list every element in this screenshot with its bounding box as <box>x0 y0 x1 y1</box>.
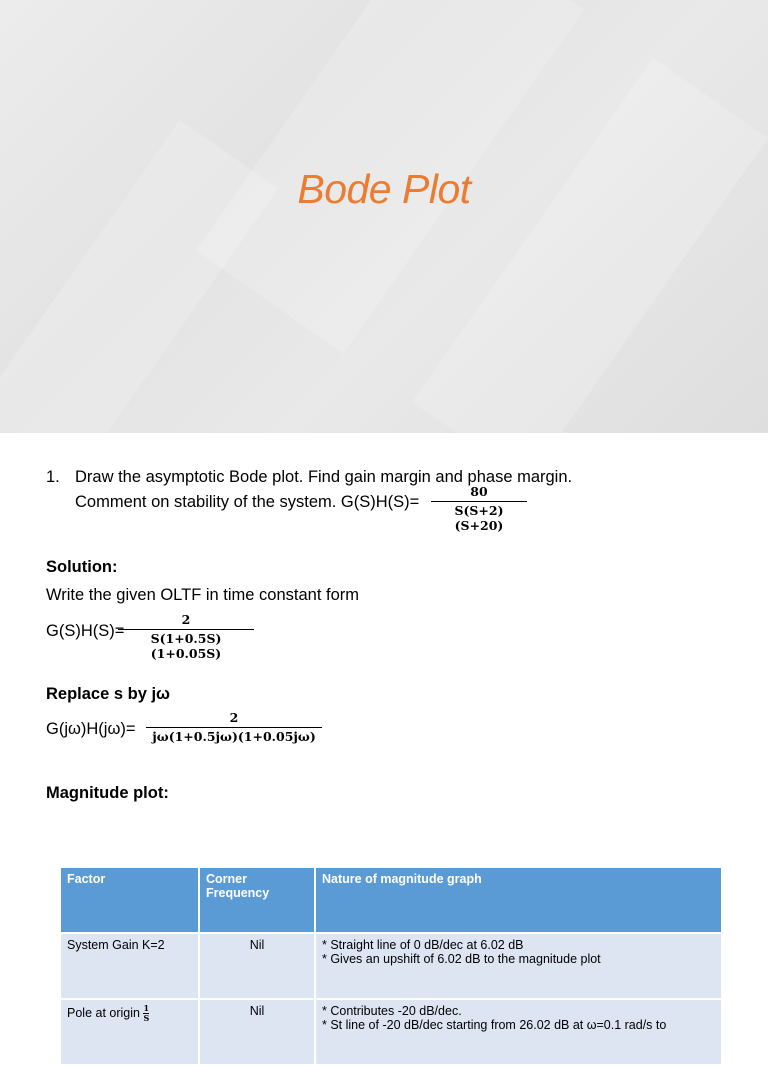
eq1-numerator: 2 <box>181 612 191 627</box>
nature-line: * Gives an upshift of 6.02 dB to the magnitude plot <box>322 952 601 966</box>
fraction-bar <box>118 629 254 630</box>
factor-frac-den: S <box>143 1013 150 1023</box>
question-line1: Draw the asymptotic Bode plot. Find gain margin and phase margin. <box>75 468 573 486</box>
factor-fraction <box>143 1004 149 1023</box>
page-title: Bode Plot <box>297 166 471 212</box>
column-header-corner-frequency: Corner Frequency <box>199 867 315 933</box>
solution-line1: Write the given OLTF in time constant form <box>46 586 360 604</box>
question-number: 1. <box>46 468 60 486</box>
column-header-nature: Nature of magnitude graph <box>315 867 722 933</box>
eq2-numerator: 2 <box>229 710 239 725</box>
question-line2: Comment on stability of the system. G(S)H(S)= <box>75 493 420 511</box>
column-header-factor: Factor <box>60 867 199 933</box>
factor-label: Pole at origin <box>67 1005 140 1020</box>
equation1-prefix: G(S)H(S)= <box>46 622 125 640</box>
fraction-bar <box>431 501 527 502</box>
magnitude-plot-heading: Magnitude plot: <box>46 784 169 802</box>
equation2-fraction <box>146 710 322 744</box>
eq1-denominator: S(1+0.5S)(1+0.05S) <box>150 631 222 661</box>
fraction-bar <box>146 727 322 728</box>
title-banner <box>0 0 768 433</box>
equation1-fraction <box>118 612 254 661</box>
question-transfer-function <box>431 484 527 533</box>
corner-cell: Nil <box>199 999 315 1065</box>
nature-line: * Straight line of 0 dB/dec at 6.02 dB <box>322 938 524 952</box>
factor-frac-num: 1 <box>143 1003 150 1013</box>
tf-denominator: S(S+2)(S+20) <box>454 503 504 533</box>
solution-heading: Solution: <box>46 558 118 576</box>
corner-cell: Nil <box>199 933 315 999</box>
replace-heading: Replace s by jω <box>46 685 170 703</box>
factors-table <box>59 866 723 1066</box>
table-row <box>60 933 722 999</box>
nature-line: * St line of -20 dB/dec starting from 26.02 dB at ω=0.1 rad/s to <box>322 1018 667 1032</box>
tf-numerator: 80 <box>470 484 488 499</box>
table-row <box>60 999 722 1065</box>
nature-cell <box>315 999 722 1065</box>
equation2-prefix: G(jω)H(jω)= <box>46 720 136 738</box>
table-header-row <box>60 867 722 933</box>
nature-cell <box>315 933 722 999</box>
eq2-denominator: jω(1+0.5jω)(1+0.05jω) <box>152 729 316 744</box>
nature-line: * Contributes -20 dB/dec. <box>322 1004 462 1018</box>
factor-cell <box>60 999 199 1065</box>
factor-cell: System Gain K=2 <box>60 933 199 999</box>
